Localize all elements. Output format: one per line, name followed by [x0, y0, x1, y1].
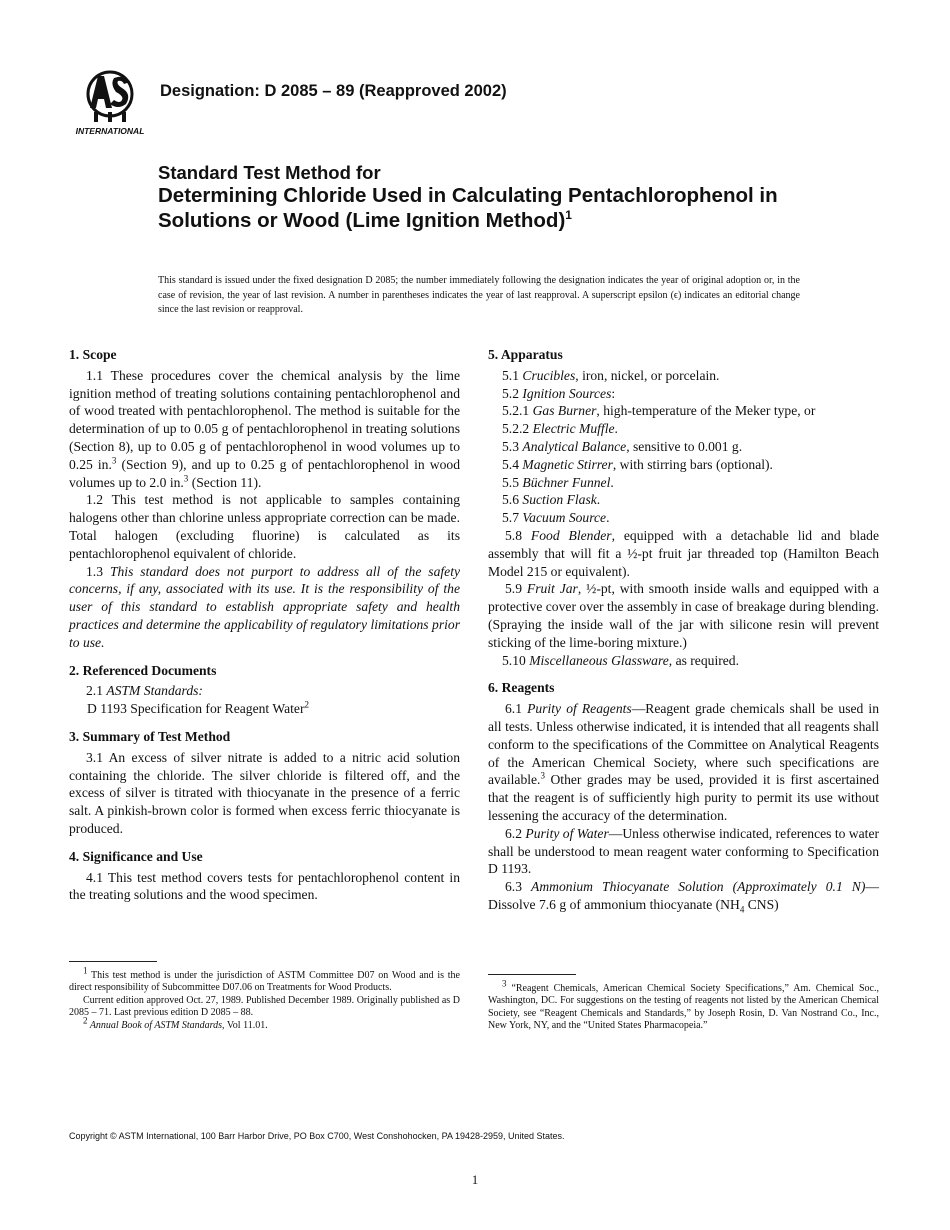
apparatus-item: 5.2 Ignition Sources: [502, 385, 616, 401]
footnotes-left [69, 965, 460, 1032]
apparatus-item: 5.7 Vacuum Source. [502, 510, 610, 526]
title-footnote-mark: 1 [565, 207, 572, 222]
section-apparatus [488, 346, 879, 669]
paragraph-6-3: 6.3 Ammonium Thiocyanate Solution (Approximately 0.1 N)—Dissolve 7.6 g of ammonium thiocyanate ($NH_4$ CNS) [488, 879, 879, 915]
apparatus-item: 5.5 Büchner Funnel. [502, 474, 614, 490]
section-heading: 1. Scope [69, 347, 117, 362]
apparatus-item: 5.2.2 Electric Muffle. [502, 421, 618, 437]
paragraph-4-1: 4.1 This test method covers tests for pentachlorophenol content in the treating solutions and the wood specimen. [69, 869, 460, 903]
paragraph-1-2: 1.2 This test method is not applicable to samples containing halogens other than chlorine unless appropriate correction can be made. Total halogen (excluding fluorine) is calculated as its pentachlorophenol equivalent of chloride. [69, 492, 460, 561]
section-heading: 4. Significance and Use [69, 848, 203, 864]
title-block [158, 162, 808, 233]
footnote-3: $^3$ “Reagent Chemicals, American Chemical Society Specifications,” Am. Chemical Soc., Washington, DC. For suggestions on the testing of reagents not listed by the American Chemical Society, see “Reagent Chemicals and Standards,” by Joseph Rosin, D. Van Nostrand Co., Inc., New York, NY, and the “United States Pharmacopeia.” [488, 978, 879, 1032]
section-heading: 5. Apparatus [488, 347, 563, 362]
title-main-text: Determining Chloride Used in Calculating Pentachlorophenol in Solutions or Wood (Lime Ignition Method) [158, 184, 778, 232]
title-main [158, 184, 808, 233]
right-column [488, 346, 879, 924]
page-number: 1 [471, 1173, 479, 1187]
apparatus-item: 5.6 Suction Flask. [502, 492, 601, 508]
apparatus-item: 5.10 Miscellaneous Glassware, as required. [502, 652, 739, 668]
reference-d1193: D 1193 Specification for Reagent Water$^2$ [87, 699, 309, 717]
footnotes-right [488, 978, 879, 1033]
section-summary [69, 728, 460, 838]
footnote-1b: Current edition approved Oct. 27, 1989. Published December 1989. Originally published as D 2085 – 71. Last previous edition D 2085 – 88. [69, 994, 460, 1019]
paragraph-2-1: 2.1 ASTM Standards: [86, 683, 203, 699]
astm-logo [70, 68, 150, 138]
paragraph-6-2: 6.2 Purity of Water—Unless otherwise indicated, references to water shall be understood to mean reagent water conforming to Specification D 1193. [488, 825, 879, 877]
section-significance [69, 848, 460, 904]
paragraph-5-8: 5.8 Food Blender, equipped with a detachable lid and blade assembly that will fit a ½-pt fruit jar threaded top (Hamilton Beach Model 215 or equivalent). [488, 527, 880, 579]
paragraph-1-3: 1.3 This standard does not purport to address all of the safety concerns, if any, associated with its use. It is the responsibility of the user of this standard to establish appropriate safety and health practices and determine the applicability of regulatory limitations prior to use. [69, 563, 461, 650]
section-reagents [488, 679, 879, 913]
paragraph-6-1: 6.1 Purity of Reagents—Reagent grade chemicals shall be used in all tests. Unless otherwise indicated, it is intended that all reagents shall conform to the specifications of the Committee on Analytical Reagents of the American Chemical Society, where such specifications are available.$^3$ Other grades may be used, provided it is first ascertained that the reagent is of sufficiently high purity to permit its use without lessening the accuracy of the determination. [488, 701, 879, 823]
logo-text: INTERNATIONAL [75, 126, 145, 136]
paragraph-3-1: 3.1 An excess of silver nitrate is added to a nitric acid solution containing the chloride. The silver chloride is filtered off, and the excess of silver is titrated with thiocyanate in the presence of a ferric salt. A pinkish-brown color is formed when excess ferric thiocyanate is produced. [69, 749, 460, 836]
left-column [69, 346, 460, 914]
apparatus-item: 5.2.1 Gas Burner, high-temperature of the Meker type, or [502, 403, 816, 419]
apparatus-item: 5.1 Crucibles, iron, nickel, or porcelain. [502, 367, 720, 383]
section-referenced-documents [69, 662, 460, 718]
section-scope [69, 346, 460, 652]
section-heading: 6. Reagents [488, 680, 555, 696]
copyright: Copyright © ASTM International, 100 Barr Harbor Drive, PO Box C700, West Conshohocken, PA 19428-2959, United States. [69, 1131, 565, 1141]
footnote-rule-right [488, 974, 576, 975]
section-heading: 3. Summary of Test Method [69, 728, 231, 744]
issue-note: This standard is issued under the fixed designation D 2085; the number immediately following the designation indicates the year of original adoption or, in the case of revision, the year of last revision. A number in parentheses indicates the year of last reapproval. A superscript epsilon (ϵ) indicates an editorial change since the last revision or reapproval. [158, 275, 800, 315]
paragraph-1-1: 1.1 These procedures cover the chemical analysis by the lime ignition method of treating solutions containing pentachlorophenol and of wood treated with pentachlorophenol. The method is suitable for the determination of up to 0.05 g of pentachlorophenol in treating solutions (Section 8), up to 0.05 g of pentachlorophenol in wood volumes up to 0.25 in.$^3$ (Section 9), and up to 0.25 g of pentachlorophenol in wood volumes up to 2.0 in.$^3$ (Section 11). [69, 367, 460, 490]
apparatus-item: 5.3 Analytical Balance, sensitive to 0.001 g. [502, 438, 743, 454]
designation: Designation: D 2085 – 89 (Reapproved 2002) [160, 82, 507, 100]
apparatus-item: 5.4 Magnetic Stirrer, with stirring bars (optional). [502, 456, 773, 472]
title-line1: Standard Test Method for [158, 162, 381, 183]
paragraph-5-9: 5.9 Fruit Jar, ½-pt, with smooth inside walls and equipped with a protective cover over the assembly in case of breakage during blending. (Spraying the inside wall of the jar with silicone resin will prevent sticking of the lime-boring mixture.) [488, 581, 880, 650]
footnote-1: $^1$ This test method is under the jurisdiction of ASTM Committee D07 on Wood and is the direct responsibility of Subcommittee D07.06 on Treatments for Wood Products. [69, 965, 460, 994]
section-heading: 2. Referenced Documents [69, 662, 217, 678]
footnote-2: $^2$ Annual Book of ASTM Standards, Vol 11.01. [83, 1015, 268, 1031]
footnote-rule-left [69, 961, 157, 962]
